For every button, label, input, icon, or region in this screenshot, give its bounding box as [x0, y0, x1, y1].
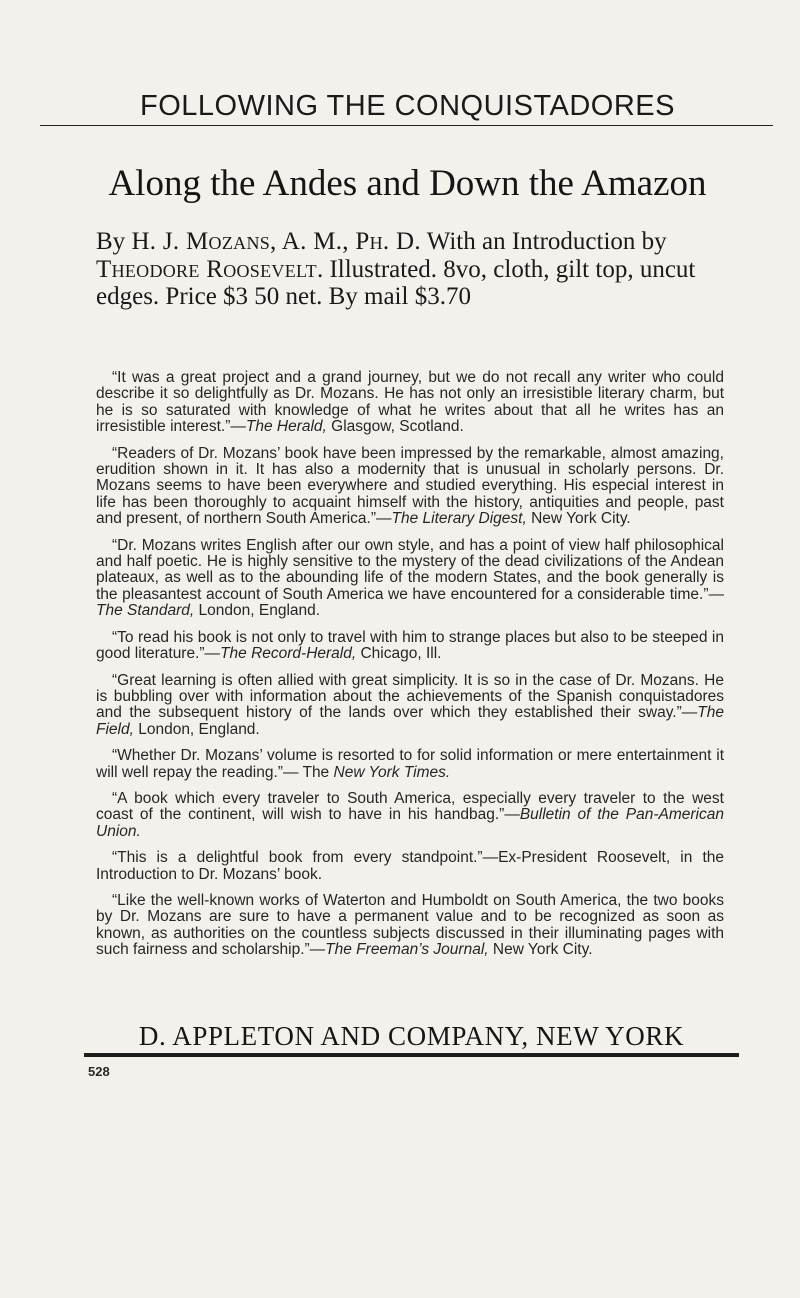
review-source: Bulletin of the Pan-American Union. [96, 806, 724, 840]
review-place: London, England. [133, 720, 260, 738]
review-quote: “To read his book is not only to travel with him to strange places but also to be steeped in good literature.”— [96, 628, 724, 663]
review-paragraph [96, 748, 724, 781]
introducer-name: Theodore Roosevelt [96, 255, 317, 283]
review-source: The Record-Herald, [220, 645, 357, 663]
page-number: 528 [88, 1064, 110, 1079]
review-paragraph [96, 630, 724, 663]
book-description: By H. J. Mozans, A. M., Ph. D. With an Introduction by Theodore Roosevelt. Illustrated. 8vo, cloth, gilt top, uncut edges. Price $3 50 net. By mail $3.70 [96, 228, 696, 310]
review-quote: “Whether Dr. Mozans’ volume is resorted to for solid information or mere entertainment it will well repay the reading.”— The [96, 747, 724, 781]
by-label: By [96, 228, 126, 255]
review-source: New York Times. [333, 763, 451, 781]
publisher-imprint: D. APPLETON AND COMPANY, NEW YORK [138, 1021, 685, 1051]
book-details: Illustrated. 8vo, cloth, gilt top, uncut edges. Price $3 50 net. By mail $3.70 [96, 255, 696, 310]
review-paragraph [96, 850, 724, 883]
header-rule [40, 125, 773, 126]
review-paragraph [96, 446, 724, 528]
review-place: New York City. [526, 510, 631, 528]
review-quote: “This is a delightful book from every standpoint.”—Ex-President Roosevelt, in the Introduction to Dr. Mozans’ book. [96, 849, 724, 883]
review-source: The Herald, [245, 418, 327, 436]
intro-prefix: With an Introduction by [426, 228, 667, 255]
review-quote: “Great learning is often allied with great simplicity. It is so in the case of Dr. Mozans. He is bubbling over with information about the achievements of the Spanish conquistadores and the subsequent history of the lands over which they established their sway.”— [96, 671, 724, 722]
review-paragraph [96, 538, 724, 620]
review-quote: “Readers of Dr. Mozans’ book have been impressed by the remarkable, almost amazing, erudition shown in it. It has also a modernity that is unusual in scholarly persons. Dr. Mozans seems to have been everywhere and studied everything. His especial interest in life has been thoroughly to acquaint himself with the history, antiquities and people, past and present, of northern South America.”— [96, 444, 724, 528]
review-quote: “It was a great project and a grand journey, but we do not recall any writer who could describe it so delightfully as Dr. Mozans. He has not only an irresistible literary charm, but he is so saturated with knowledge of what he writes about that all he writes has an irresistible interest.”— [96, 369, 724, 436]
author-name: H. J. Mozans, A. M., Ph. D. [131, 228, 421, 255]
review-quote: “Like the well-known works of Waterton and Humboldt on South America, the two books by Dr. Mozans are sure to have a permanent value and to be recognized as soon as known, as authorities on the countless subjects discussed in their illuminating pages with such fairness and scholarship.”— [96, 891, 724, 959]
review-source: The Freeman’s Journal, [325, 941, 489, 959]
footer-rule [84, 1053, 739, 1057]
review-place: Chicago, Ill. [356, 645, 442, 663]
review-quote: “A book which every traveler to South America, especially every traveler to the west coast of the continent, will wish to have in his handbag.”— [96, 789, 724, 824]
review-source: The Field, [96, 704, 724, 738]
review-paragraph [96, 370, 724, 436]
review-source: The Standard, [96, 602, 195, 620]
review-paragraph [96, 893, 724, 959]
review-place: London, England. [194, 602, 321, 620]
reviews-section [96, 370, 724, 969]
review-paragraph [96, 673, 724, 739]
review-place: Glasgow, Scotland. [326, 418, 464, 436]
review-source: The Literary Digest, [391, 510, 527, 528]
running-header: FOLLOWING THE CONQUISTADORES [140, 90, 675, 122]
review-place: New York City. [488, 941, 593, 959]
review-quote: “Dr. Mozans writes English after our own style, and has a point of view half philosophical and half poetic. He is highly sensitive to the mystery of the dead civilizations of the Andean plateaux, as well as to the abounding life of the modern States, and the book generally is the pleasantest account of South America we have encountered for a considerable time.”— [96, 536, 724, 603]
review-paragraph [96, 791, 724, 840]
book-title: Along the Andes and Down the Amazon [108, 163, 707, 204]
